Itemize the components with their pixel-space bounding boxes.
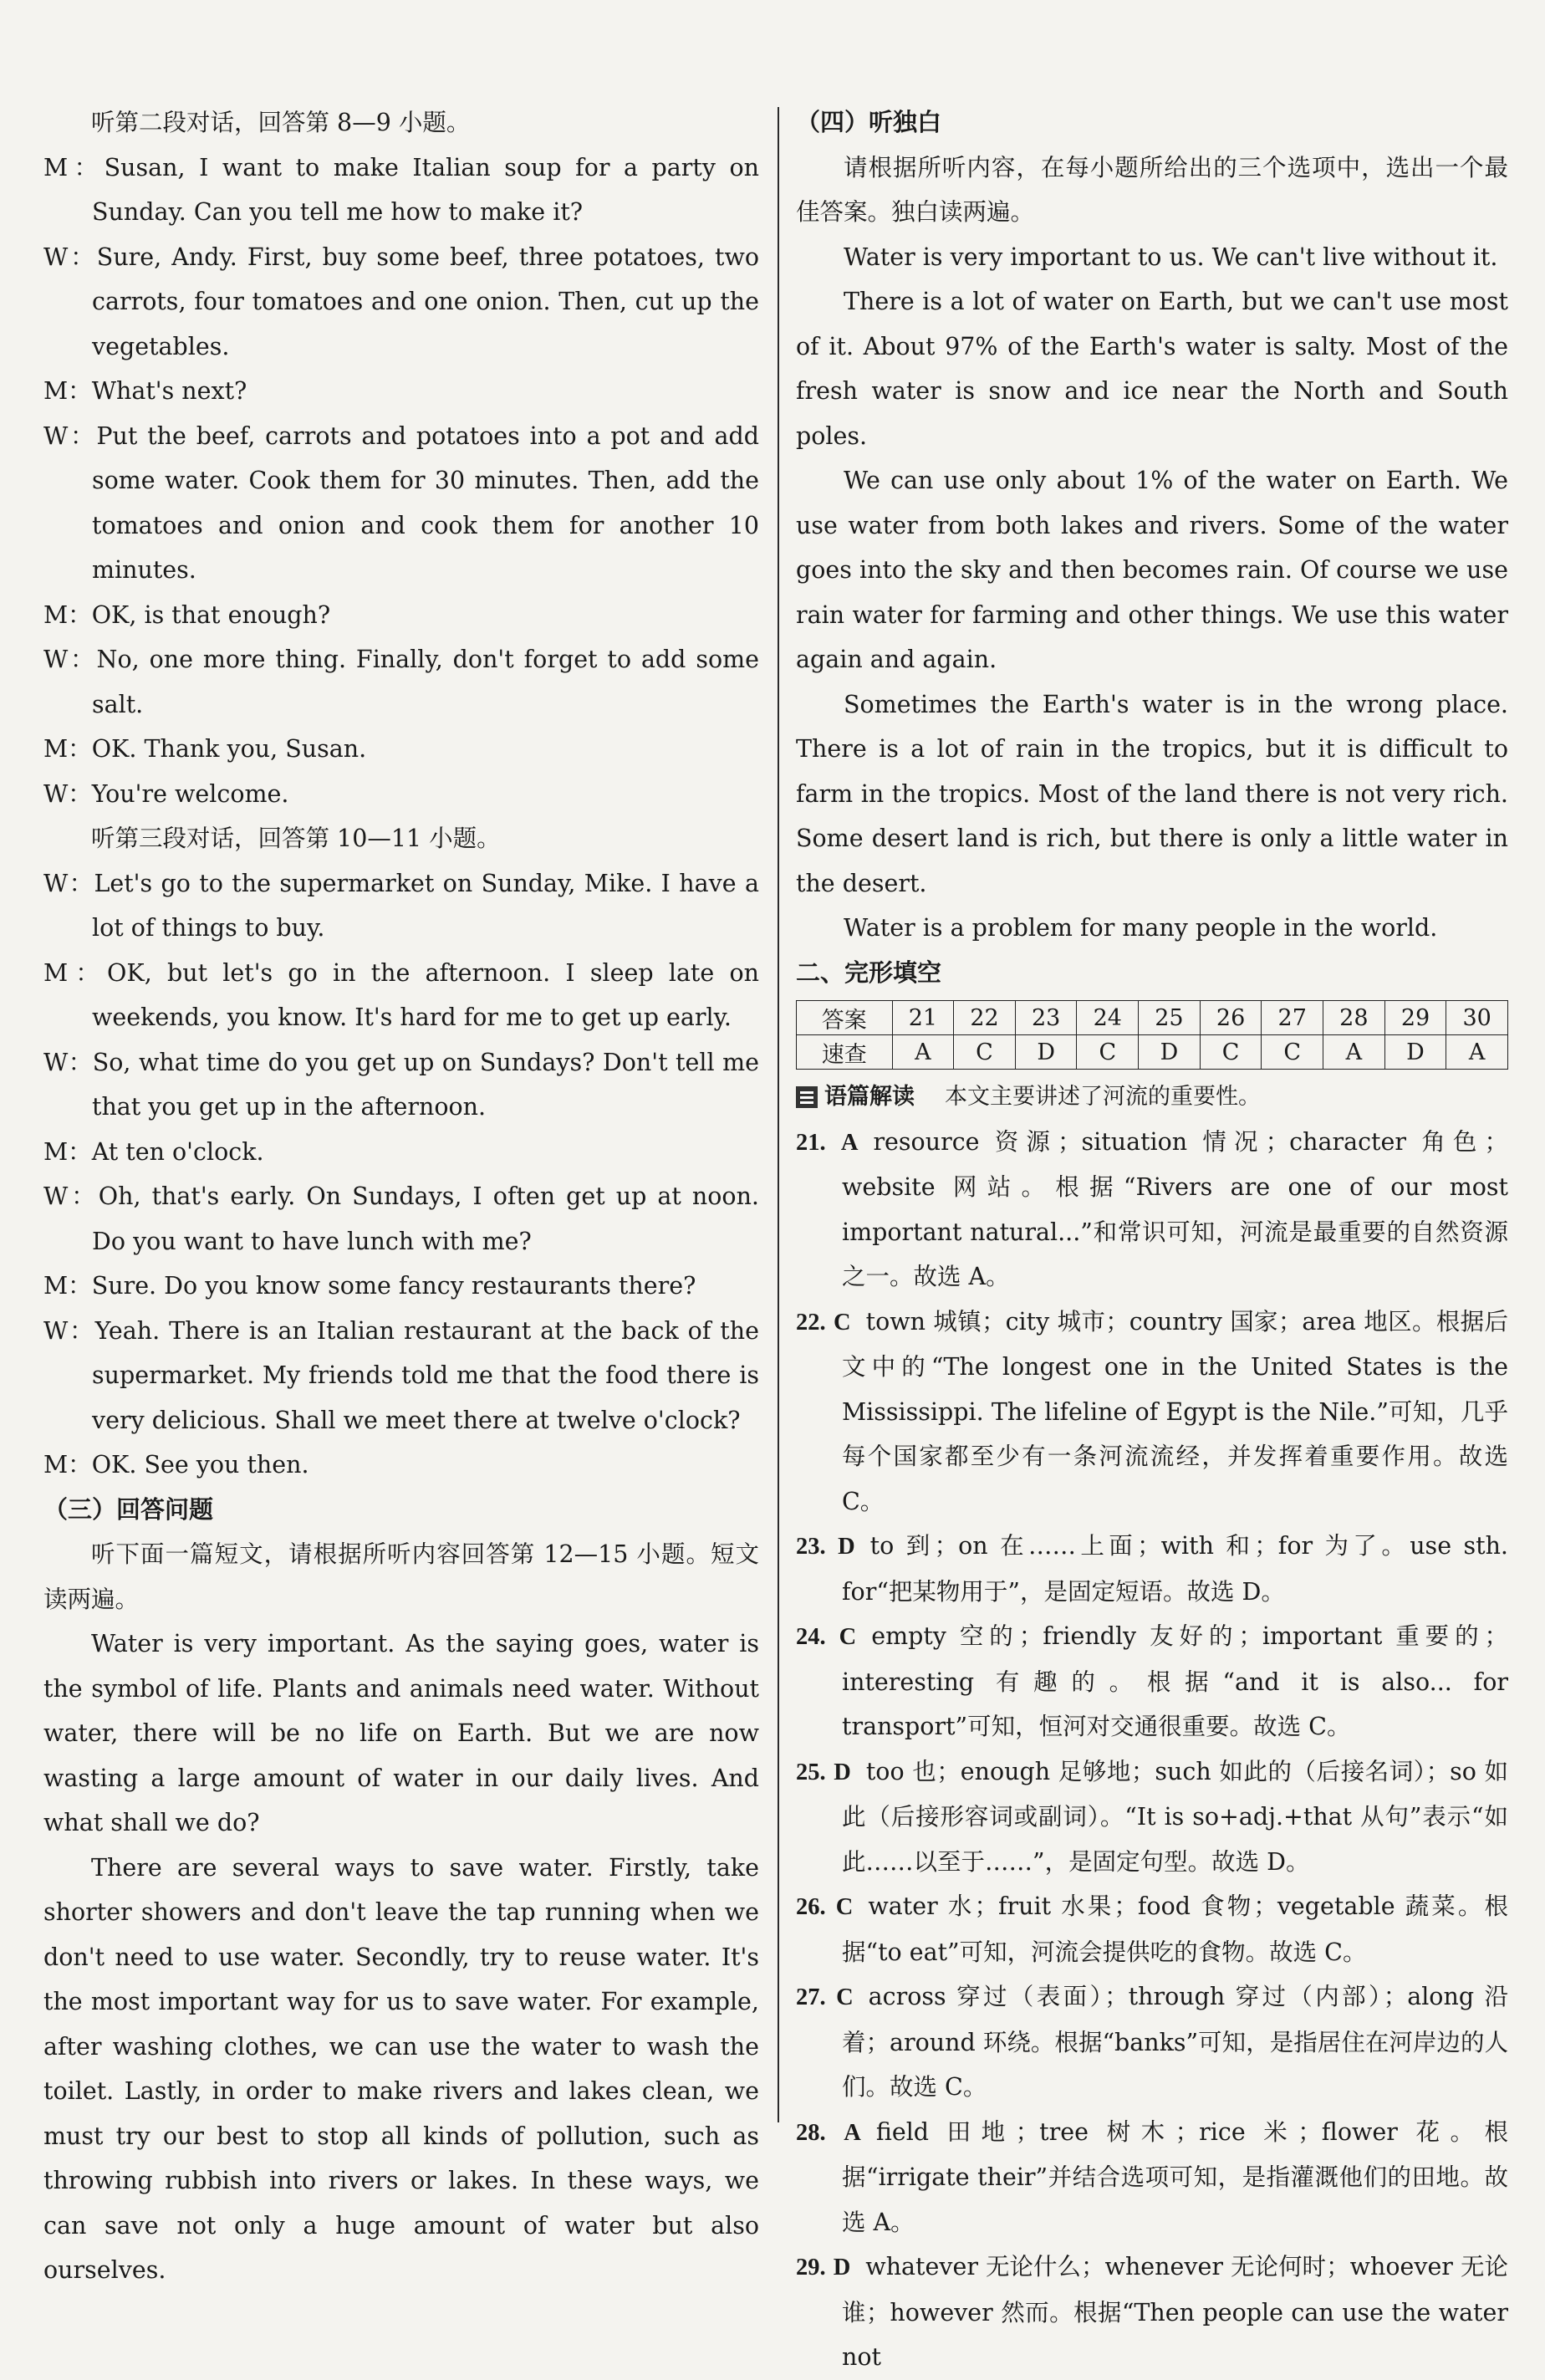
book-icon [796,1086,818,1108]
banner-label: 语篇解读 [824,1084,915,1110]
column-divider [778,107,779,2122]
explanation-item [796,2110,1508,2245]
dialogue-line [43,1174,759,1264]
answer-cell: C [954,1035,1016,1070]
dialogue-line [43,1443,759,1488]
dialogue-2 [43,146,759,817]
passage-paragraph: We can use only about 1% of the water on Earth. We use water from both lakes and rivers. Some of the water goes into the sky and then becomes rain. Of course we use rain water for farming and other things. We use this water again and again. [796,467,1508,673]
speaker-label: M： [43,600,92,629]
explanation-text: empty 空的；friendly 友好的；important 重要的；interesting 有趣的。根据“and it is also... for transport”可知，恒河对交通很重要。故选 C。 [842,1622,1508,1740]
dialogue-line [43,1264,759,1309]
table-label-bottom: 速查 [797,1035,893,1070]
speaker-label: M： [43,735,92,763]
dialogue-line [43,861,759,951]
seg3-heading: 听第三段对话，回答第 10—11 小题。 [91,825,501,852]
passage-paragraph: There is a lot of water on Earth, but we can't use most of it. About 97% of the Earth's water is salty. Most of the fresh water is snow and ice near the North and South poles. [796,288,1508,450]
left-column [43,100,759,2293]
part4-title: （四）听独白 [796,108,942,136]
seg2-heading: 听第二段对话，回答第 8—9 小题。 [91,109,471,136]
question-number: 21. [796,1129,826,1156]
dialogue-text: No, one more thing. Finally, don't forget to add some salt. [92,646,760,718]
question-number-cell: 28 [1323,1001,1385,1035]
speaker-label: W： [43,1048,93,1076]
passage-paragraph: Water is a problem for many people in the world. [844,914,1438,942]
speaker-label: M： [43,1272,92,1300]
part4-passage [796,235,1508,951]
dialogue-text: OK. Thank you, Susan. [91,735,367,763]
speaker-label: M： [43,1451,92,1479]
section2-title: 二、完形填空 [796,958,942,987]
dialogue-line [43,1040,759,1130]
speaker-label: W： [43,421,97,450]
speaker-label: M： [43,153,105,181]
speaker-label: W： [43,646,97,673]
explanation-text: too 也；enough 足够地；such 如此的（后接名词）；so 如此（后接形容词或副词）。“It is so+adj.+that 从句”表示“如此……以至于……”，是固定句型。故选 D。 [842,1757,1508,1876]
answer-key: A [844,2119,861,2146]
speaker-label: W： [43,243,97,271]
dialogue-text: So, what time do you get up on Sundays? Don't tell me that you get up in the afternoon. [92,1048,759,1121]
question-number-cell: 26 [1200,1001,1262,1035]
dialogue-line [43,951,759,1040]
dialogue-text: OK, but let's go in the afternoon. I sleep late on weekends, you know. It's hard for me to get up early. [92,958,759,1031]
question-number: 29. [796,2255,826,2280]
explanation-text: to 到；on 在……上面；with 和；for 为了。use sth. for“把某物用于”，是固定短语。故选 D。 [842,1532,1508,1606]
answer-cell: C [1077,1035,1139,1070]
answer-key: C [839,1624,857,1650]
answer-cell: A [1323,1035,1385,1070]
answer-key: D [834,1759,851,1785]
dialogue-line [43,772,759,817]
explanation-item [796,1884,1508,1974]
part4-instructions: 请根据所听内容，在每小题所给出的三个选项中，选出一个最佳答案。独白读两遍。 [796,153,1508,226]
passage-paragraph: Sometimes the Earth's water is in the wrong place. There is a lot of rain in the tropics, but it is difficult to farm in the tropics. Most of the land there is not very rich. Some desert land is rich, but there is only a little water in the desert. [796,690,1508,897]
dialogue-text: At ten o'clock. [91,1137,264,1166]
question-number: 28. [796,2119,826,2146]
answer-cell: A [1446,1035,1508,1070]
table-label-top: 答案 [797,1001,893,1035]
explanation-item [796,1524,1508,1614]
speaker-label: W： [43,1316,95,1345]
explanations-list [796,1120,1508,2380]
answer-key: A [840,1129,859,1156]
dialogue-text: Oh, that's early. On Sundays, I often get up at noon. Do you want to have lunch with me? [92,1182,759,1255]
part3-passage [43,1622,759,2293]
passage-paragraph: Water is very important to us. We can't live without it. [844,243,1498,271]
explanation-item [796,1749,1508,1885]
dialogue-3 [43,861,759,1488]
question-number: 22. [796,1309,826,1336]
explanation-item [796,1300,1508,1525]
dialogue-text: Yeah. There is an Italian restaurant at the back of the supermarket. My friends told me that the food there is very delicious. Shall we meet there at twelve o'clock? [92,1316,759,1434]
dialogue-line [43,727,759,772]
explanation-text: water 水；fruit 水果；food 食物；vegetable 蔬菜。根据“to eat”可知，河流会提供吃的食物。故选 C。 [842,1892,1508,1966]
dialogue-text: Sure. Do you know some fancy restaurants there? [91,1272,696,1300]
answer-cell: C [1200,1035,1262,1070]
question-number-cell: 24 [1077,1001,1139,1035]
speaker-label: M： [43,958,108,987]
explanation-text: resource 资源；situation 情况；character 角色；website 网站。根据“Rivers are one of our most important natural...”和常识可知，河流是最重要的自然资源之一。故选 A。 [842,1127,1508,1290]
explanation-item [796,2245,1508,2380]
left-margin-binding [0,0,17,2229]
question-number: 23. [796,1534,826,1560]
part3-instructions: 听下面一篇短文，请根据所听内容回答第 12—15 小题。短文读两遍。 [43,1540,759,1613]
question-number-cell: 22 [954,1001,1016,1035]
explanation-item [796,1614,1508,1749]
answer-key: C [836,1984,854,2010]
part3-title: （三）回答问题 [43,1494,214,1524]
dialogue-line [43,637,759,727]
question-number: 25. [796,1759,826,1785]
question-number-cell: 30 [1446,1001,1508,1035]
answer-cell: C [1262,1035,1323,1070]
banner-text: 本文主要讲述了河流的重要性。 [945,1084,1261,1110]
question-number-cell: 23 [1015,1001,1077,1035]
speaker-label: M： [43,377,92,405]
answer-key: C [835,1894,854,1920]
passage-summary-banner [796,1075,1508,1120]
answer-key: D [838,1534,855,1560]
explanation-text: field 田地；tree 树木；rice 米；flower 花。根据“irrigate their”并结合选项可知，是指灌溉他们的田地。故选 A。 [842,2117,1508,2236]
dialogue-text: What's next? [91,377,247,405]
answer-cell: D [1015,1035,1077,1070]
dialogue-text: You're welcome. [91,779,289,808]
dialogue-text: Let's go to the supermarket on Sunday, Mike. I have a lot of things to buy. [92,869,759,942]
right-column [796,100,1508,2380]
question-number-cell: 21 [892,1001,954,1035]
speaker-label: W： [43,779,92,808]
dialogue-text: OK. See you then. [91,1451,309,1479]
question-number-cell: 27 [1262,1001,1323,1035]
question-number-cell: 29 [1384,1001,1446,1035]
answer-table [796,1000,1508,1070]
speaker-label: W： [43,1182,99,1210]
dialogue-line [43,1130,759,1175]
dialogue-text: Sure, Andy. First, buy some beef, three potatoes, two carrots, four tomatoes and one onion. Then, cut up the vegetables. [92,243,760,360]
passage-paragraph: Water is very important. As the saying goes, water is the symbol of life. Plants and animals need water. Without water, there will be no life on Earth. But we are now wasting a large amount of water in our daily lives. And what shall we do? [43,1630,759,1836]
question-number: 24. [796,1624,826,1650]
dialogue-line [43,414,759,593]
answer-cell: D [1139,1035,1201,1070]
question-number-cell: 25 [1139,1001,1201,1035]
passage-paragraph: There are several ways to save water. Firstly, take shorter showers and don't leave the tap running when we don't need to use water. Secondly, try to reuse water. It's the most important way for us to save water. For example, after washing clothes, we can use the water to wash the toilet. Lastly, in order to make rivers and lakes clean, we must try our best to stop all kinds of pollution, such as throwing rubbish into rivers or lakes. In these ways, we can save not only a huge amount of water but also ourselves. [43,1853,759,2284]
explanation-item [796,1974,1508,2110]
dialogue-line [43,146,759,235]
dialogue-text: OK, is that enough? [91,600,331,629]
dialogue-line [43,369,759,414]
answer-key: C [834,1309,851,1336]
question-number: 27. [796,1984,826,2010]
explanation-text: whatever 无论什么；whenever 无论何时；whoever 无论谁；however 然而。根据“Then people can use the water not [842,2253,1509,2371]
speaker-label: M： [43,1137,92,1166]
answer-key: D [833,2255,851,2280]
question-number: 26. [796,1894,826,1920]
dialogue-text: Susan, I want to make Italian soup for a party on Sunday. Can you tell me how to make it? [92,153,759,226]
dialogue-line [43,1309,759,1443]
explanation-item [796,1120,1508,1300]
answer-cell: D [1384,1035,1446,1070]
explanation-text: town 城镇；city 城市；country 国家；area 地区。根据后文中的“The longest one in the United States is the Mississippi. The lifeline of Egypt is the Nile.”可知，几乎每个国家都至少有一条河流流经，并发挥着重要作用。故选 C。 [842,1307,1508,1515]
dialogue-line [43,235,759,370]
dialogue-text: Put the beef, carrots and potatoes into a pot and add some water. Cook them for 30 minutes. Then, add the tomatoes and onion and cook them for another 10 minutes. [92,421,760,584]
dialogue-line [43,593,759,638]
answer-cell: A [892,1035,954,1070]
speaker-label: W： [43,869,94,897]
explanation-text: across 穿过（表面）；through 穿过（内部）；along 沿着；around 环绕。根据“banks”可知，是指居住在河岸边的人们。故选 C。 [842,1983,1509,2101]
